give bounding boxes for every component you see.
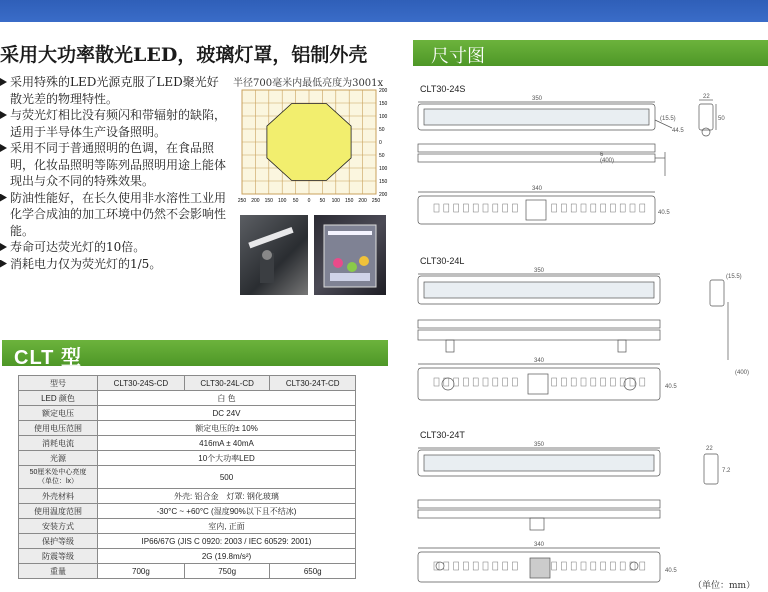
dim-number: (15.5)	[726, 274, 742, 280]
feature-item: 与荧光灯相比没有频闪和带辐射的缺陷，适用于半导体生产设备照明。	[2, 107, 230, 140]
vent-slot	[493, 378, 498, 386]
dim-number: 22	[703, 94, 710, 100]
dim-number: 50	[718, 116, 725, 122]
x-tick-label: 250	[238, 198, 247, 204]
feature-item: 寿命可达荧光灯的10倍。	[2, 239, 230, 256]
vent-slot	[473, 204, 478, 212]
vent-slot	[620, 204, 625, 212]
bullet-icon	[0, 78, 7, 86]
table-row: 外壳材料 外壳: 铝合金 灯罩: 钢化玻璃	[19, 489, 356, 504]
vent-slot	[601, 378, 606, 386]
dimensions-section-header: 尺寸图	[413, 40, 768, 66]
dimension-drawing-s	[410, 92, 768, 242]
vent-slot	[473, 378, 478, 386]
vent-slot	[444, 562, 449, 570]
column-header: 型号	[19, 376, 98, 391]
y-tick-label: 100	[379, 166, 388, 172]
chart-title: 半径700毫米内最低亮度为3001x	[233, 78, 384, 89]
vent-slot	[591, 562, 596, 570]
vent-slot	[503, 562, 508, 570]
table-row: 光源 10个大功率LED	[19, 451, 356, 466]
table-row: 保护等级 IP66/67G (JIS C 0920: 2003 / IEC 60529: 2001)	[19, 534, 356, 549]
vent-slot	[444, 204, 449, 212]
table-row: 使用温度范围 -30°C ~ +60°C (湿度90%以下且不结冰)	[19, 504, 356, 519]
x-tick-label: 150	[345, 198, 354, 204]
y-tick-label: 0	[379, 140, 382, 146]
vent-slot	[640, 378, 645, 386]
vent-slot	[630, 378, 635, 386]
vent-slot	[434, 378, 439, 386]
page-title: 采用大功率散光LED，玻璃灯罩，铝制外壳	[0, 44, 368, 66]
vent-slot	[640, 562, 645, 570]
table-row: 重量 700g 750g 650g	[19, 564, 356, 579]
x-tick-label: 100	[331, 198, 340, 204]
y-tick-label: 200	[379, 192, 388, 198]
model-label-l: CLT30-24L	[420, 256, 465, 266]
column-header: CLT30-24L-CD	[184, 376, 270, 391]
y-tick-label: 150	[379, 179, 388, 185]
vent-slot	[512, 378, 517, 386]
vent-slot	[483, 378, 488, 386]
dim-number: 44.5	[672, 128, 684, 134]
x-tick-label: 50	[319, 198, 326, 204]
vent-slot	[571, 562, 576, 570]
vent-slot	[483, 562, 488, 570]
vent-slot	[581, 378, 586, 386]
dim-number: 40.5	[658, 210, 670, 216]
y-tick-label: 100	[379, 114, 388, 120]
y-tick-label: 50	[379, 153, 385, 159]
dim-number: 340	[534, 358, 545, 364]
table-row: 安装方式 室内, 正面	[19, 519, 356, 534]
dim-number: 22	[706, 446, 713, 452]
feature-item: 采用不同于普通照明的色调，在食品照明，化妆品照明等陈列品照明用途上能体现出与众不同的特殊效果。	[2, 140, 230, 190]
vent-slot	[581, 562, 586, 570]
table-row: 使用电压范围 额定电压的± 10%	[19, 421, 356, 436]
bullet-icon	[0, 260, 7, 268]
vent-slot	[601, 562, 606, 570]
vent-slot	[434, 204, 439, 212]
model-label-t: CLT30-24T	[420, 430, 465, 440]
table-row: 防震等级 2G (19.8m/s²)	[19, 549, 356, 564]
column-header: CLT30-24S-CD	[98, 376, 185, 391]
vent-slot	[463, 562, 468, 570]
feature-list	[2, 74, 230, 272]
vent-slot	[552, 204, 557, 212]
vent-slot	[591, 378, 596, 386]
vent-slot	[454, 204, 459, 212]
vent-slot	[610, 562, 615, 570]
vent-slot	[640, 204, 645, 212]
dim-number: 340	[532, 186, 543, 192]
x-tick-label: 200	[251, 198, 260, 204]
vent-slot	[571, 378, 576, 386]
vent-slot	[512, 204, 517, 212]
vent-slot	[552, 378, 557, 386]
clt-section-header: CLT 型	[2, 340, 388, 366]
x-tick-label: 50	[292, 198, 299, 204]
illuminance-area	[267, 104, 351, 181]
feature-item: 防油性能好，在长久使用非水溶性工业用化学合成油的加工环境中仍然不会影响性能。	[2, 190, 230, 240]
table-row: 额定电压 DC 24V	[19, 406, 356, 421]
vent-slot	[591, 204, 596, 212]
bullet-icon	[0, 243, 7, 251]
column-header: CLT30-24T-CD	[270, 376, 356, 391]
vent-slot	[610, 204, 615, 212]
table-row: 消耗电流 416mA ± 40mA	[19, 436, 356, 451]
vent-slot	[463, 378, 468, 386]
vent-slot	[512, 562, 517, 570]
x-tick-label: 0	[307, 198, 311, 204]
illuminance-chart	[238, 86, 396, 206]
vent-slot	[571, 204, 576, 212]
vent-slot	[561, 378, 566, 386]
table-row: 50厘米处中心亮度 （单位：lx） 500	[19, 466, 356, 489]
top-band	[0, 0, 768, 22]
y-tick-label: 150	[379, 101, 388, 107]
product-photo-machine	[240, 215, 308, 295]
vent-slot	[561, 562, 566, 570]
dimension-drawing-t	[410, 438, 768, 588]
x-tick-label: 200	[358, 198, 367, 204]
vent-slot	[454, 378, 459, 386]
y-tick-label: 50	[379, 127, 385, 133]
bullet-icon	[0, 144, 7, 152]
vent-slot	[493, 562, 498, 570]
vent-slot	[610, 378, 615, 386]
vent-slot	[581, 204, 586, 212]
feature-item: 采用特殊的LED光源克服了LED聚光好散光差的物理特性。	[2, 74, 230, 107]
table-header-row	[19, 376, 356, 391]
vent-slot	[493, 204, 498, 212]
vent-slot	[601, 204, 606, 212]
dim-number: 7.2	[722, 468, 731, 474]
feature-item: 消耗电力仅为荧光灯的1/5。	[2, 256, 230, 273]
spec-table	[18, 375, 356, 579]
dimension-drawing-l	[410, 264, 768, 414]
vent-slot	[620, 562, 625, 570]
vent-slot	[483, 204, 488, 212]
x-tick-label: 150	[264, 198, 273, 204]
dim-number: 40.5	[665, 568, 677, 574]
x-tick-label: 100	[278, 198, 287, 204]
dim-number: 340	[534, 542, 545, 548]
vent-slot	[503, 204, 508, 212]
vent-slot	[454, 562, 459, 570]
y-tick-label: 200	[379, 88, 388, 94]
vent-slot	[463, 204, 468, 212]
vent-slot	[630, 204, 635, 212]
vent-slot	[434, 562, 439, 570]
model-label-s: CLT30-24S	[420, 84, 466, 94]
product-photo-display	[314, 215, 386, 295]
bullet-icon	[0, 194, 7, 202]
dim-number: 6	[600, 152, 604, 158]
vent-slot	[561, 204, 566, 212]
dim-number: (400)	[735, 370, 750, 376]
vent-slot	[503, 378, 508, 386]
dim-number: (400)	[600, 158, 615, 164]
dim-number: 40.5	[665, 384, 677, 390]
table-row: LED 颜色 白 色	[19, 391, 356, 406]
x-tick-label: 250	[371, 198, 381, 204]
vent-slot	[552, 562, 557, 570]
unit-note: （单位：mm）	[693, 581, 756, 591]
vent-slot	[473, 562, 478, 570]
dim-number: 350	[532, 96, 543, 102]
dim-number: (15.5)	[660, 116, 676, 122]
dim-number: 350	[534, 268, 545, 274]
bullet-icon	[0, 111, 7, 119]
dim-number: 350	[534, 442, 545, 448]
